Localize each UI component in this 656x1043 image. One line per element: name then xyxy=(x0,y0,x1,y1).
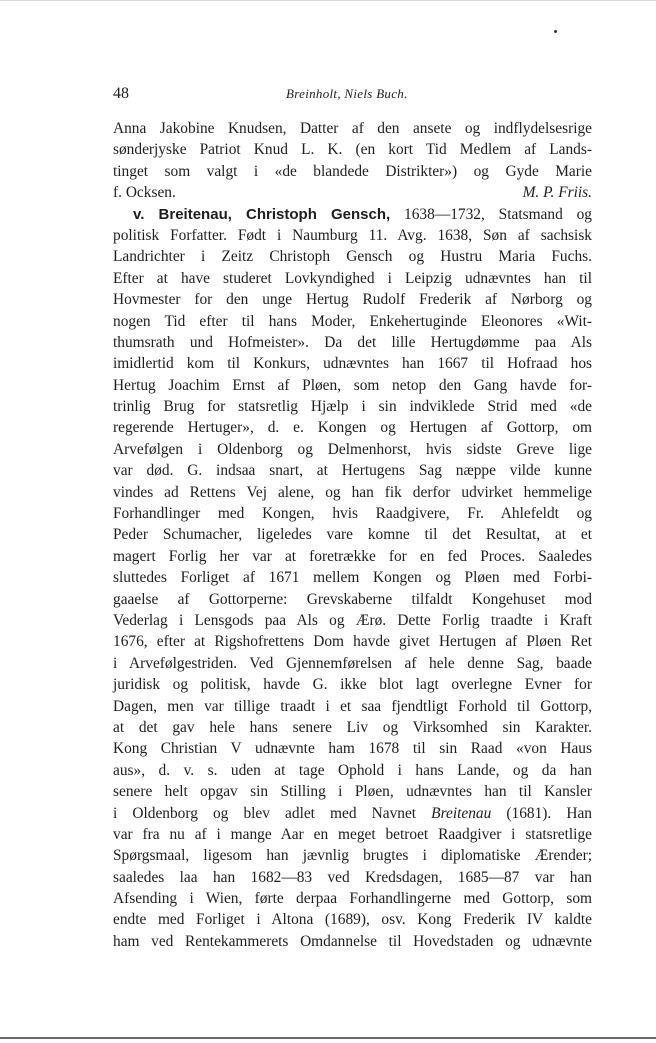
text-line: sluttedes Forliget af 1671 mellem Kongen og Pløen med Forbi- xyxy=(113,569,592,587)
text-line: thumsrath und Hofmeister». Da det lille Hertugdømme paa Als xyxy=(113,333,592,351)
name-line-end: (1681). Han xyxy=(506,804,592,822)
text-line: Vederlag i Lensgods paa Als og Ærø. Dette Forlig traadte i Kraft xyxy=(113,611,592,629)
text-line: juridisk og politisk, havde G. ikke blot lagt overlegne Evner for xyxy=(113,676,592,694)
text-line: Anna Jakobine Knudsen, Datter af den ansete og indflydelsesrige xyxy=(113,120,592,137)
text-line: ham ved Rentekammerets Omdannelse til Hovedstaden og udnævnte xyxy=(113,932,592,950)
text-line: magert Forlig her var at foretrække for en fed Proces. Saaledes xyxy=(113,547,592,565)
text-line: aus», d. v. s. uden at tage Ophold i hans Lande, og da han xyxy=(113,761,592,779)
closing-line xyxy=(113,182,592,203)
entry-breitenau xyxy=(113,204,592,953)
closing-text: f. Ocksen. xyxy=(113,184,176,202)
text-line: Spørgsmaal, ligesom han jævnlig brugtes i diplomatiske Ærender; xyxy=(113,847,592,865)
scan-speck xyxy=(554,30,557,33)
entry-headword: v. Breitenau, Christoph Gensch, xyxy=(133,205,391,223)
text-line: var fra nu af i mange Aar en meget betroet Raadgiver i statsretlige xyxy=(113,825,592,843)
entry-lines-after xyxy=(113,824,592,952)
body-text xyxy=(113,118,592,952)
text-line: Hertug Joachim Ernst af Pløen, som netop den Gang havde for- xyxy=(113,376,592,394)
previous-entry xyxy=(113,118,592,204)
text-line: var død. G. indsaa snart, at Hertugens Sag næppe vilde kunne xyxy=(113,462,592,480)
entry-dates: 1638—1732, Statsmand og xyxy=(404,205,592,223)
page-number: 48 xyxy=(113,85,129,102)
text-line: 1676, efter at Rigshofrettens Dom havde givet Hertugen af Pløen Ret xyxy=(113,633,592,651)
text-line: saaledes laa han 1682—83 ved Kredsdagen, 1685—87 var han xyxy=(113,868,592,886)
text-line: Kong Christian V udnævnte ham 1678 til sin Raad «von Haus xyxy=(113,740,592,758)
text-line: trinlig Brug for statsretlig Hjælp i sin indviklede Strid med «de xyxy=(113,398,592,416)
name-line-start: i Oldenborg og blev adlet med Navnet xyxy=(113,804,417,822)
text-line: Forhandlinger med Kongen, hvis Raadgivere, Fr. Ahlefeldt og xyxy=(113,505,592,523)
text-line: imidlertid kom til Konkurs, udnævntes han 1667 til Hofraad hos xyxy=(113,355,592,373)
running-head: Breinholt, Niels Buch. xyxy=(286,86,408,101)
name-line xyxy=(113,803,592,824)
text-line: vindes ad Rettens Vej alene, og han fik derfor udvirket hemmelige xyxy=(113,483,592,501)
text-line: regerende Hertuger», d. e. Kongen og Hertugen af Gottorp, om xyxy=(113,419,592,437)
text-line: nogen Tid efter til hans Moder, Enkehertuginde Eleonores «Wit- xyxy=(113,312,592,330)
text-line: Landrichter i Zeitz Christoph Gensch og Hustru Maria Fuchs. xyxy=(113,248,592,266)
noble-name: Breitenau xyxy=(431,804,492,822)
text-line: politisk Forfatter. Født i Naumburg 11. Avg. 1638, Søn af sachsisk xyxy=(113,226,592,244)
text-line: gaaelse af Gottorperne: Grevskaberne tilfaldt Kongehuset mod xyxy=(113,590,592,608)
top-edge-rule xyxy=(0,0,656,1)
text-line: tinget som valgt i «de blandede Distrikter») og Gyde Marie xyxy=(113,162,592,180)
text-line: endte med Forliget i Altona (1689), osv. Kong Frederik IV kaldte xyxy=(113,911,592,929)
entry-lines-before xyxy=(113,225,592,803)
text-line: Efter at have studeret Lovkyndighed i Leipzig udnævntes han til xyxy=(113,269,592,287)
text-line: Dagen, men var tillige traadt i et saa fjendtligt Forhold til Gottorp, xyxy=(113,697,592,715)
text-line: senere helt opgav sin Stilling i Pløen, udnævntes han til Kansler xyxy=(113,783,592,801)
entry-heading-line xyxy=(113,204,592,225)
text-line: Afsending i Wien, førte derpaa Forhandlingerne med Gottorp, som xyxy=(113,890,592,908)
author-signature: M. P. Friis. xyxy=(522,184,592,202)
bottom-edge-rule xyxy=(0,1037,656,1039)
text-line: sønderjyske Patriot Knud L. K. (en kort Tid Medlem af Lands- xyxy=(113,141,592,159)
text-line: Peder Schumacher, ligeledes vare komne til det Resultat, at et xyxy=(113,526,592,544)
text-line: Hovmester for den unge Hertug Rudolf Frederik af Nørborg og xyxy=(113,291,592,309)
text-line: at det gav hele hans senere Liv og Virksomhed sin Karakter. xyxy=(113,718,592,736)
text-line: Arvefølgen i Oldenborg og Delmenhorst, hvis sidste Greve lige xyxy=(113,440,592,458)
text-line: i Arvefølgestriden. Ved Gjennemførelsen af hele denne Sag, baade xyxy=(113,654,592,672)
